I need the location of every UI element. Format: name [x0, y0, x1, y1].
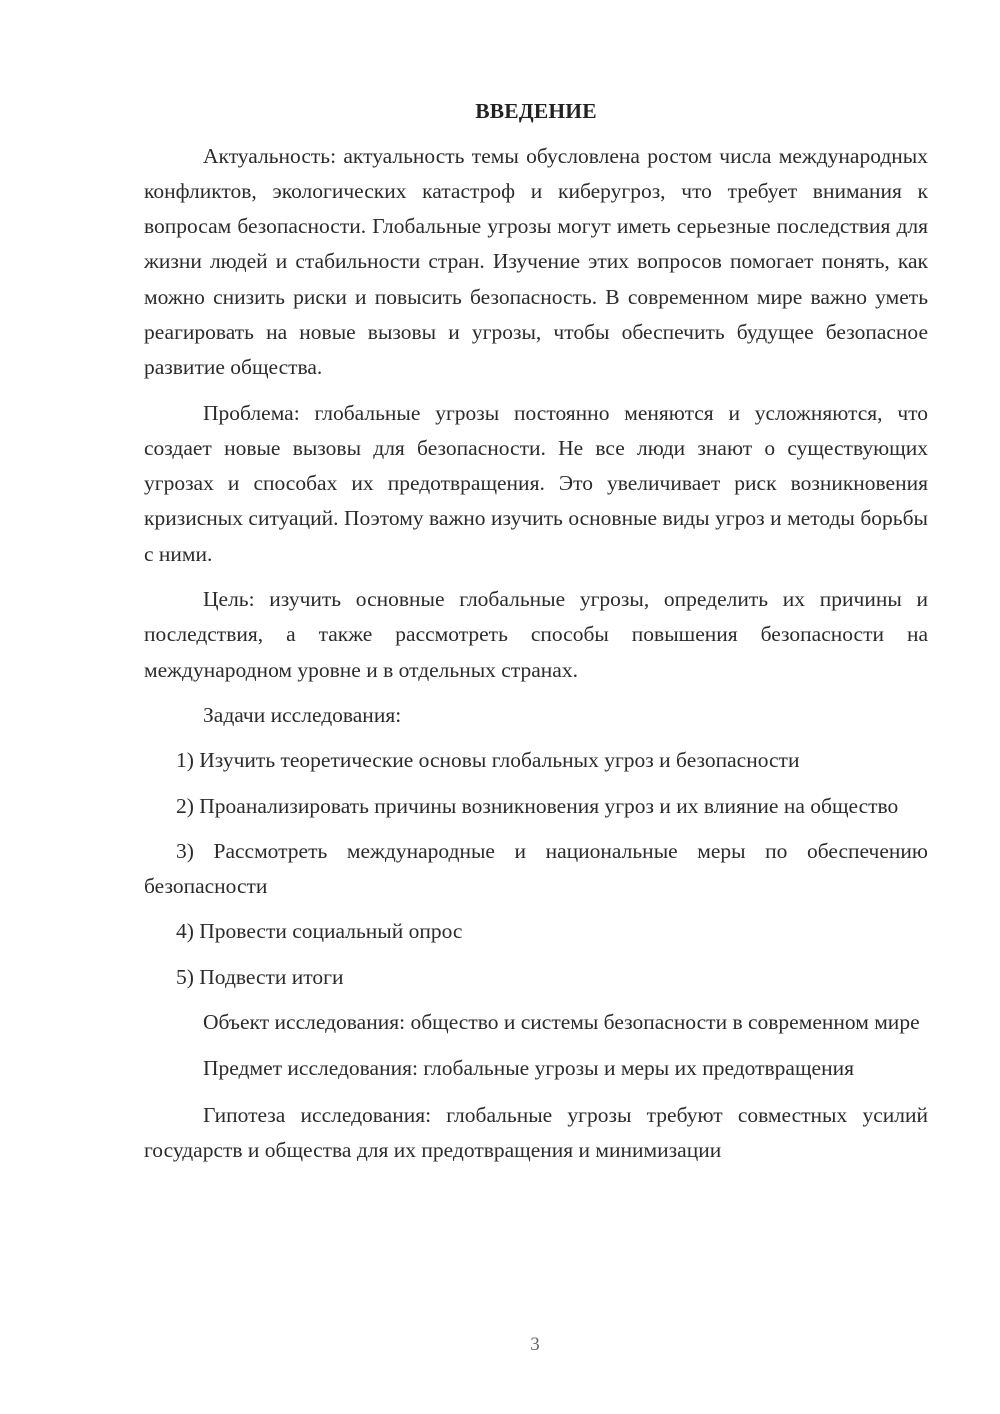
paragraph-hypothesis: Гипотеза исследования: глобальные угрозы требуют совместных усилий государств и общества для их предотвращения и минимизации — [144, 1102, 928, 1162]
task-item-5: 5) Подвести итоги — [176, 964, 344, 989]
page-content — [144, 94, 928, 1168]
paragraph-subject: Предмет исследования: глобальные угрозы и меры их предотвращения — [203, 1056, 854, 1081]
tasks-heading: Задачи исследования: — [203, 702, 402, 727]
task-item-4: 4) Провести социальный опрос — [176, 919, 463, 944]
page-number: 3 — [530, 1334, 540, 1355]
paragraph-goal: Цель: изучить основные глобальные угрозы, определить их причины и последствия, а также рассмотреть способы повышения безопасности на международном уровне и в отдельных странах. — [144, 587, 928, 682]
paragraph-problem: Проблема: глобальные угрозы постоянно меняются и усложняются, что создает новые вызовы для безопасности. Не все люди знают о существующих угрозах и способах их предотвращения. Это увеличивает риск возникновения кризисных ситуаций. Поэтому важно изучить основные виды угроз и методы борьбы с ними. — [144, 400, 928, 566]
section-title: ВВЕДЕНИЕ — [475, 99, 597, 123]
paragraph-object: Объект исследования: общество и системы безопасности в современном мире — [203, 1010, 920, 1035]
task-item-1: 1) Изучить теоретические основы глобальных угроз и безопасности — [176, 748, 800, 773]
task-item-3: 3) Рассмотреть международные и национальные меры по обеспечению безопасности — [144, 838, 928, 899]
paragraph-relevance: Актуальность: актуальность темы обусловлена ростом числа международных конфликтов, экологических катастроф и киберугроз, что требует внимания к вопросам безопасности. Глобальные угрозы могут иметь серьезные последствия для жизни людей и стабильности стран. Изучение этих вопросов помогает понять, как можно снизить риски и повысить безопасность. В современном мире важно уметь реагировать на новые вызовы и угрозы, чтобы обеспечить будущее безопасное развитие общества. — [144, 143, 928, 380]
task-item-2: 2) Проанализировать причины возникновения угроз и их влияние на общество — [176, 793, 899, 818]
